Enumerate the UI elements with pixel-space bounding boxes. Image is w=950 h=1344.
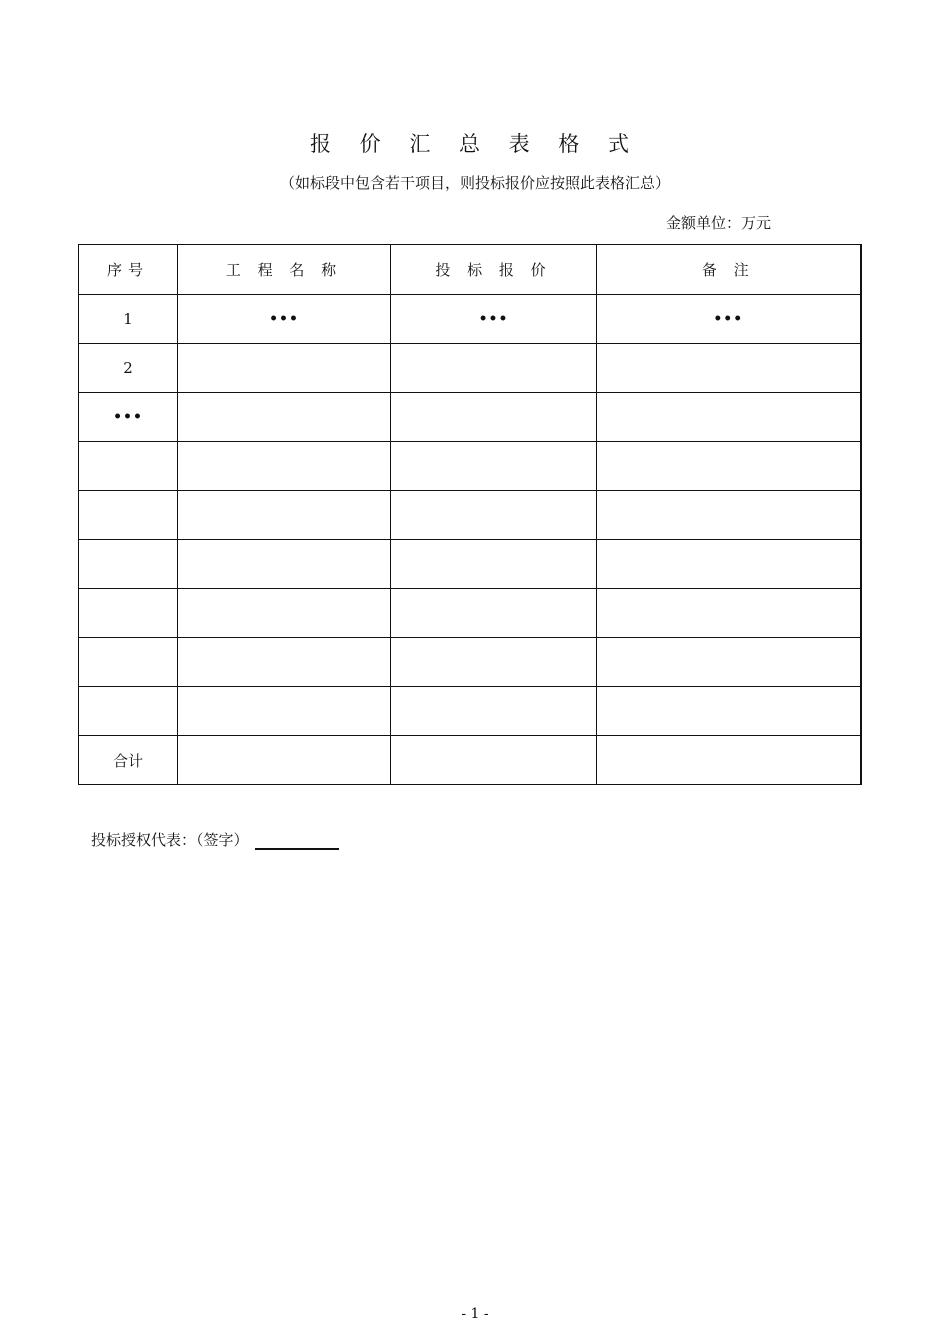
cell-serial	[79, 687, 178, 736]
table-row	[79, 589, 861, 638]
cell-project-name	[178, 491, 391, 540]
amount-unit-label: 金额单位：万元	[666, 214, 772, 232]
table-row	[79, 687, 861, 736]
cell-project-name	[178, 344, 391, 393]
quote-summary-table	[78, 244, 862, 785]
cell-project-name	[178, 442, 391, 491]
cell-remarks	[597, 442, 861, 491]
cell-remarks	[597, 736, 861, 785]
cell-serial	[79, 491, 178, 540]
cell-serial: 1	[79, 295, 178, 344]
table-row	[79, 442, 861, 491]
header-bid-price: 投 标 报 价	[391, 245, 597, 295]
table-row	[79, 295, 861, 344]
cell-project-name: •••	[178, 295, 391, 344]
cell-bid-price	[391, 638, 597, 687]
header-project-name: 工 程 名 称	[178, 245, 391, 295]
cell-project-name	[178, 736, 391, 785]
cell-remarks	[597, 589, 861, 638]
cell-remarks	[597, 687, 861, 736]
cell-remarks	[597, 344, 861, 393]
cell-total-label: 合计	[79, 736, 178, 785]
cell-bid-price: •••	[391, 295, 597, 344]
cell-bid-price	[391, 491, 597, 540]
cell-project-name	[178, 589, 391, 638]
header-remarks: 备 注	[597, 245, 861, 295]
table-row	[79, 638, 861, 687]
cell-bid-price	[391, 344, 597, 393]
cell-serial: 2	[79, 344, 178, 393]
table-row	[79, 491, 861, 540]
cell-bid-price	[391, 540, 597, 589]
document-title: 报 价 汇 总 表 格 式	[309, 132, 641, 156]
table-header-row	[79, 245, 861, 295]
cell-serial	[79, 442, 178, 491]
cell-bid-price	[391, 736, 597, 785]
cell-project-name	[178, 393, 391, 442]
page-number: - 1 -	[461, 1306, 489, 1322]
signature-line	[255, 832, 339, 850]
cell-bid-price	[391, 442, 597, 491]
cell-remarks	[597, 393, 861, 442]
cell-bid-price	[391, 393, 597, 442]
cell-bid-price	[391, 687, 597, 736]
signature-label: 投标授权代表：（签字）	[91, 831, 249, 849]
signature-block	[91, 829, 339, 850]
document-subtitle: （如标段中包含若干项目，则投标报价应按照此表格汇总）	[279, 174, 670, 192]
cell-serial	[79, 540, 178, 589]
cell-bid-price	[391, 589, 597, 638]
cell-project-name	[178, 638, 391, 687]
cell-serial: •••	[79, 393, 178, 442]
cell-remarks	[597, 491, 861, 540]
cell-project-name	[178, 687, 391, 736]
table-total-row	[79, 736, 861, 785]
table-row	[79, 393, 861, 442]
cell-serial	[79, 638, 178, 687]
table-row	[79, 540, 861, 589]
table-row	[79, 344, 861, 393]
cell-remarks	[597, 638, 861, 687]
header-serial-number: 序号	[79, 245, 178, 295]
cell-remarks: •••	[597, 295, 861, 344]
cell-serial	[79, 589, 178, 638]
cell-project-name	[178, 540, 391, 589]
cell-remarks	[597, 540, 861, 589]
